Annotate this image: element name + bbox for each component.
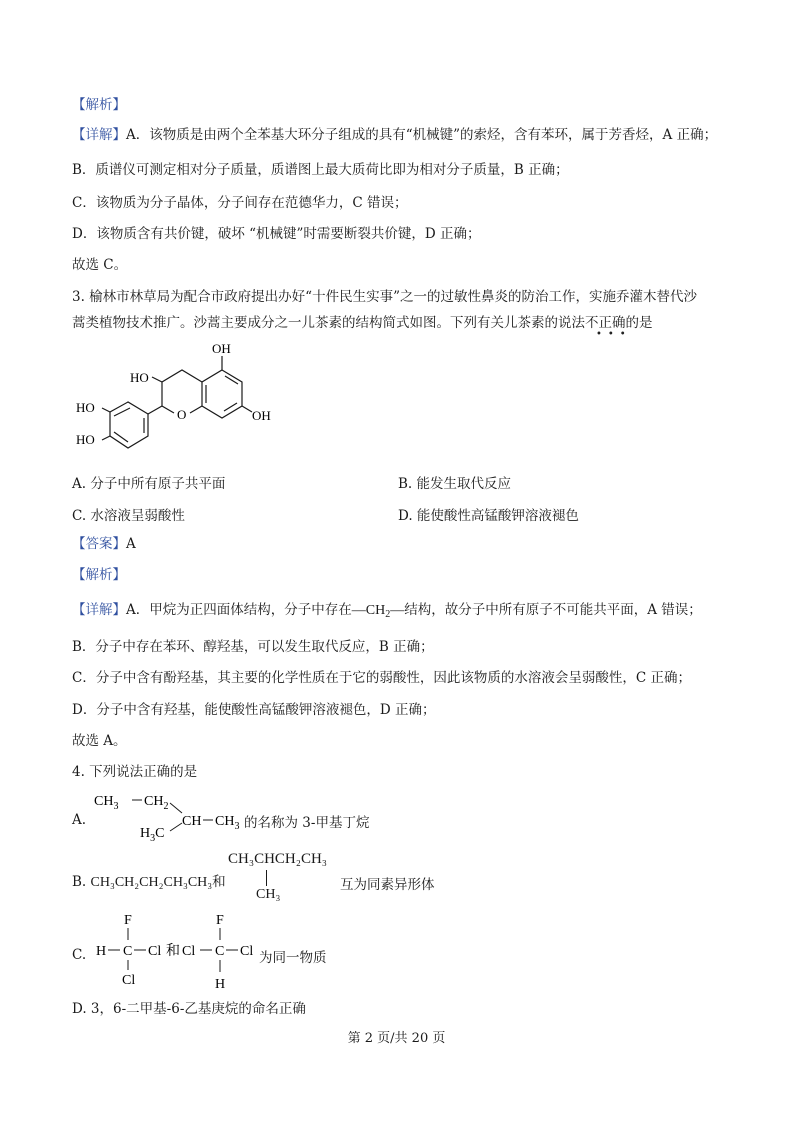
ch2-main: —CH [351,603,386,618]
q3-option-d: D. 能使酸性高锰酸钾溶液褪色 [398,508,579,524]
q3-detail-a-post: 结构，故分子中所有原子不可能共平面，A 错误； [404,602,702,618]
c-and: 和 [166,944,180,959]
catechin-oh-left: HO [130,370,149,385]
q3-emphasis-dots: ••• [596,329,632,340]
ch2-group [352,603,404,618]
q4-option-b-label: B. [72,874,87,890]
detail-1-c: C．该物质为分子晶体，分子间存在范德华力，C 错误； [72,195,408,211]
detail-1-a [72,126,717,144]
page-footer: 第 2 页/共 20 页 [347,1031,446,1046]
q3-detail-a-pre: A．甲烷为正四面体结构，分子中存在 [126,602,352,618]
catechin-oh-phenyl1: HO [76,400,95,415]
detail-1-a-text: A．该物质是由两个全苯基大环分子组成的具有“机械键”的索烃，含有苯环，属于芳香烃，A 正确； [126,127,718,143]
catechin-oh-phenyl2: HO [76,432,95,447]
c1-h: H [96,944,107,959]
q3-detail-c: C．分子中含有酚羟基，其主要的化学性质在于它的弱酸性，因此该物质的水溶液会呈弱酸性，C 正确； [72,670,691,686]
q4-option-a-label: A. [72,812,87,828]
c1-f: F [124,913,132,928]
q3-detail-b: B．分子中存在苯环、醇羟基，可以发生取代反应，B 正确； [72,639,434,655]
catechin-structure [72,340,282,460]
q3-answer [72,535,136,553]
q4-option-b-formula1: CH₃CH₂CH₂CH₃CH₃ [90,875,213,890]
a-ch3-right: $CH_3$ [215,814,240,832]
a-h3c: $H_3C$ [140,826,165,844]
q3-stem-line2: 蒿类植物技术推广。沙蒿主要成分之一儿茶素的结构简式如图。下列有关儿茶素的说法不正确的是 [72,315,653,331]
q4-option-b-branch-line [266,870,267,886]
q3-detail-tag: 【详解】 [72,602,126,618]
catechin-ring-o: O [177,407,187,422]
a-ch: CH [182,814,202,829]
analysis-tag-1: 【解析】 [72,97,126,113]
catechin-oh-right: OH [252,408,271,423]
q3-answer-value: A [126,536,136,552]
detail-1-choice: 故选 C。 [72,257,128,273]
q4-option-b-formula2-bottom: CH₃ [256,887,281,902]
a-ch2: $CH_2$ [144,794,169,812]
detail-tag-1: 【详解】 [72,127,126,143]
c1-cl-right: Cl [148,944,162,959]
q4-option-d: D. 3，6-二甲基-6-乙基庚烷的命名正确 [72,1001,306,1017]
q4-option-b-formula2-top: CH₃CHCH₂CH₃ [228,851,328,867]
q3-choice: 故选 A。 [72,733,127,749]
q4-option-b-line [72,873,226,892]
c2-cl-right: Cl [240,944,254,959]
q3-answer-tag: 【答案】 [72,536,126,552]
q4-option-b-text: 互为同素异形体 [340,877,435,893]
q4-option-c-label: C. [72,947,87,963]
q3-option-b: B. 能发生取代反应 [398,476,512,492]
q3-stem-line1: 3. 榆林市林草局为配合市政府提出办好“十件民生实事”之一的过敏性鼻炎的防治工作，实施乔灌木替代沙 [72,289,697,305]
c2-f: F [216,913,224,928]
c2-h: H [215,977,226,992]
q4-option-a-text: 的名称为 3-甲基丁烷 [244,815,370,831]
detail-1-b: B．质谱仪可测定相对分子质量，质谱图上最大质荷比即为相对分子质量，B 正确； [72,162,569,178]
c2-cl-left: Cl [182,944,196,959]
q4-option-c-text: 为同一物质 [259,950,327,966]
ch2-sub: 2 [385,609,391,620]
catechin-oh-top: OH [212,341,231,356]
c1-cl-bottom: Cl [122,973,136,988]
c1-c: C [123,944,133,959]
ch2-end: — [390,603,405,618]
q4-option-b-and: 和 [212,874,226,890]
q3-detail-a [72,601,702,624]
detail-1-d: D．该物质含有共价键，破坏 “机械键”时需要断裂共价键，D 正确； [72,226,481,242]
c2-c: C [215,944,225,959]
q4-stem: 4. 下列说法正确的是 [72,764,198,780]
q3-option-c: C. 水溶液呈弱酸性 [72,508,185,524]
q3-detail-d: D．分子中含有羟基，能使酸性高锰酸钾溶液褪色，D 正确； [72,702,436,718]
q3-option-a: A. 分子中所有原子共平面 [72,476,226,492]
a-ch3-top: $CH_3$ [94,794,119,812]
q3-analysis-tag: 【解析】 [72,567,126,583]
